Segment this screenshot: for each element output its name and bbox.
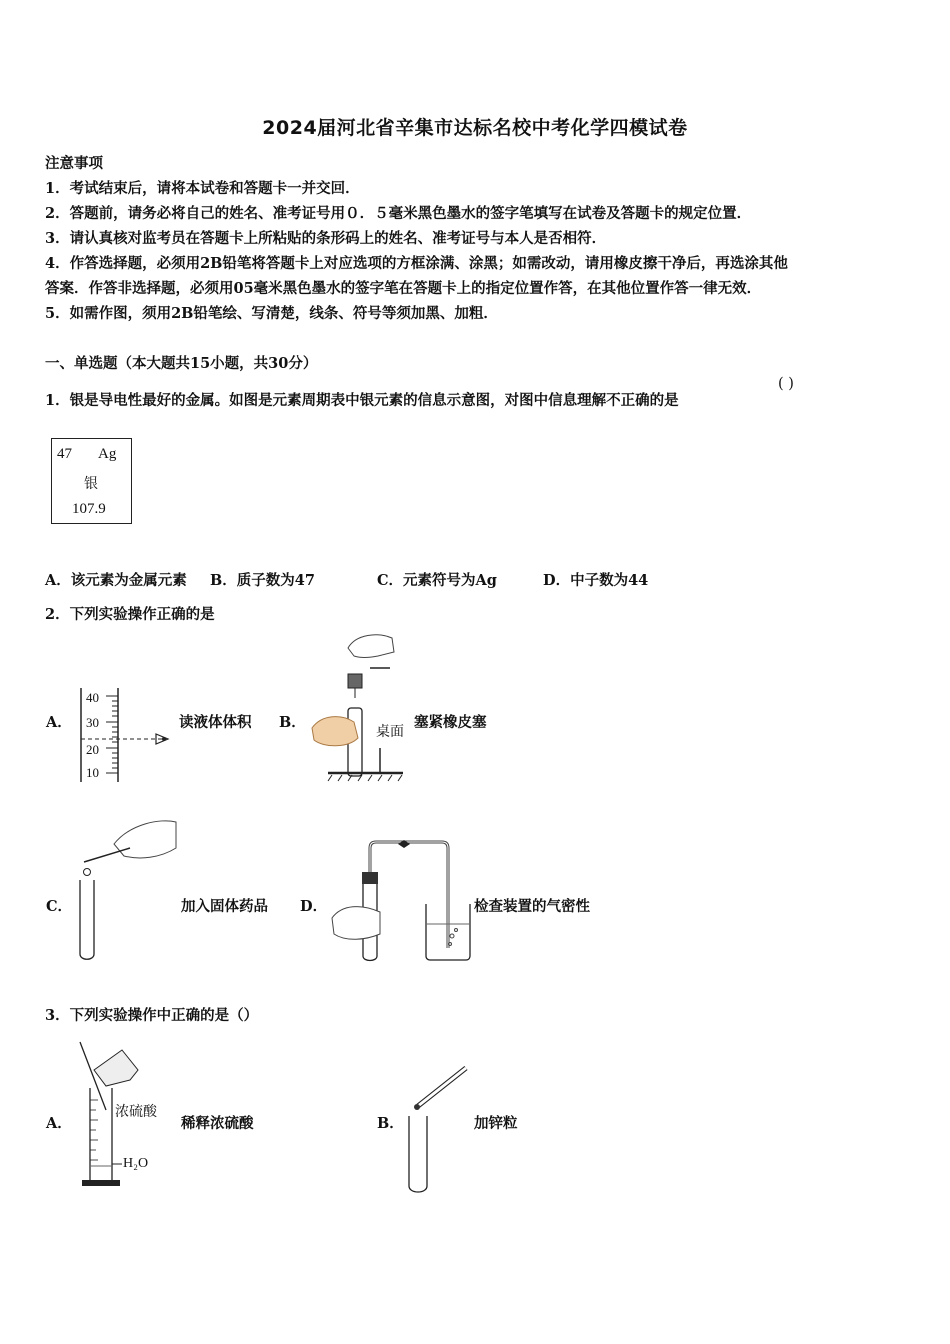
tick-label: 20	[86, 742, 99, 757]
option-a-text: 读液体体积	[179, 714, 252, 731]
option-d[interactable]: D．中子数为44	[543, 572, 649, 589]
option-a[interactable]: A．该元素为金属元素	[45, 572, 187, 589]
option-b-text: 塞紧橡皮塞	[414, 714, 487, 731]
notice-item: 答案．作答非选择题，必须用05毫米黑色墨水的签字笔在答题卡上的指定位置作答，在其他位置作答一律无效．	[45, 280, 762, 297]
answer-paren: ( )	[778, 376, 794, 392]
page-title: 2024届河北省辛集市达标名校中考化学四模试卷	[262, 117, 688, 139]
notice-item: 5．如需作图，须用2B铅笔绘、写清楚，线条、符号等须加黑、加粗．	[45, 305, 498, 322]
airtightness-check-figure	[328, 838, 473, 963]
option-a-text: 稀释浓硫酸	[181, 1115, 254, 1132]
add-zinc-granule-figure	[404, 1062, 474, 1196]
question-1-stem: 1．银是导电性最好的金属。如图是元素周期表中银元素的信息示意图，对图中信息理解不正确的是	[45, 392, 679, 409]
add-solid-reagent-figure	[76, 818, 186, 963]
element-symbol: Ag	[98, 446, 117, 462]
insert-stopper-figure	[308, 630, 408, 785]
option-a-letter[interactable]: A．	[46, 1115, 72, 1132]
option-d-text: 检查装置的气密性	[474, 898, 590, 915]
water-label: H₂O	[123, 1156, 149, 1171]
option-a-letter[interactable]: A．	[46, 714, 72, 731]
notice-item: 2．答题前，请务必将自己的姓名、准考证号用０．５毫米黑色墨水的签字笔填写在试卷及答题卡的规定位置．	[45, 205, 752, 222]
element-name: 银	[84, 476, 98, 492]
table-label: 桌面	[376, 724, 404, 740]
tick-label: 10	[86, 765, 99, 780]
option-b-letter[interactable]: B．	[377, 1115, 404, 1132]
element-card-silver	[51, 438, 132, 524]
option-b-text: 加锌粒	[474, 1115, 518, 1132]
atomic-mass: 107.9	[72, 501, 106, 517]
option-b-letter[interactable]: B．	[279, 714, 306, 731]
atomic-number: 47	[57, 446, 72, 462]
notice-item: 1．考试结束后，请将本试卷和答题卡一并交回．	[45, 180, 360, 197]
acid-label: 浓硫酸	[115, 1104, 157, 1120]
option-c-text: 加入固体药品	[181, 898, 268, 915]
tick-label: 30	[86, 715, 99, 730]
question-2-stem: 2．下列实验操作正确的是	[45, 606, 215, 623]
option-d-letter[interactable]: D．	[300, 898, 328, 915]
notice-item: 4．作答选择题，必须用2B铅笔将答题卡上对应选项的方框涂满、涂黑；如需改动，请用橡皮擦干净后，再选涂其他	[45, 255, 788, 272]
option-c-letter[interactable]: C．	[46, 898, 73, 915]
question-3-stem: 3．下列实验操作中正确的是（）	[45, 1007, 259, 1024]
section-heading: 一、单选题（本大题共15小题，共30分）	[45, 355, 318, 372]
notice-heading: 注意事项	[45, 155, 103, 172]
notice-item: 3．请认真核对监考员在答题卡上所粘贴的条形码上的姓名、准考证号与本人是否相符．	[45, 230, 607, 247]
option-c[interactable]: C．元素符号为Ag	[377, 572, 497, 589]
option-b[interactable]: B．质子数为47	[210, 572, 315, 589]
tick-label: 40	[86, 690, 99, 705]
